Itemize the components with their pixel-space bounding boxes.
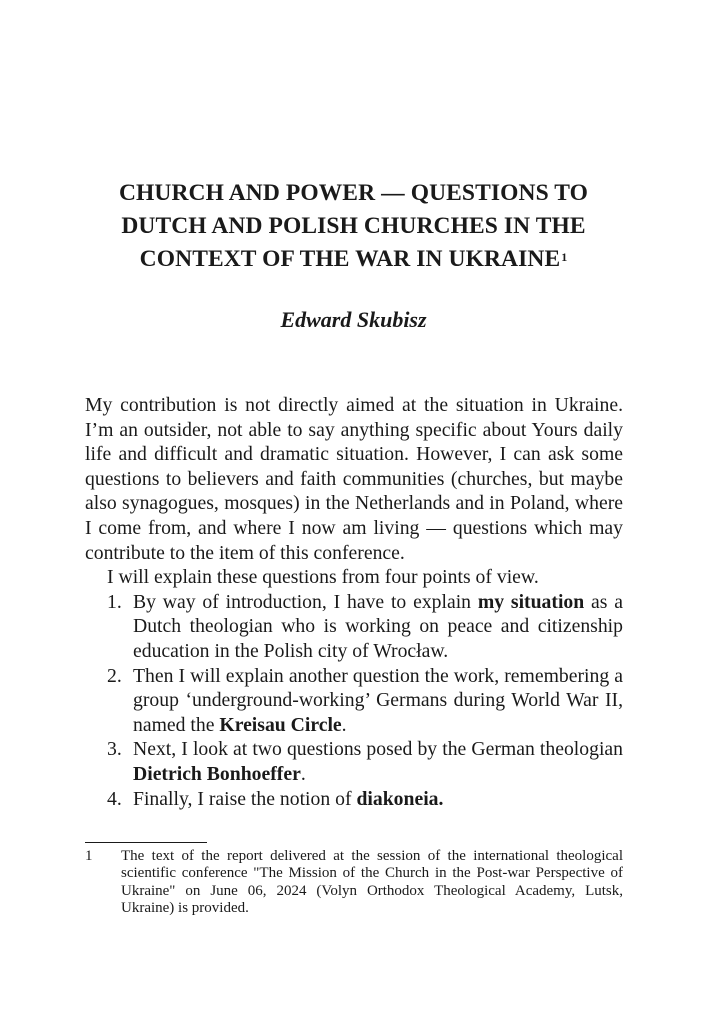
body-paragraph-1: My contribution is not directly aimed at the situation in Ukraine. I’m an outsider, not able to say anything specific about Yours daily life and difficult and dramatic situation. However, I can ask some questions to believers and faith communities (churches, but maybe also synagogues, mosques) in the Netherlands and in Poland, where I come from, and where I now am living — questions which may contribute to the item of this conference.	[85, 394, 623, 564]
article-body	[85, 393, 623, 811]
points-list	[85, 590, 623, 811]
list-item-text: .	[341, 713, 347, 736]
list-item-bold: Dietrich Bonhoeffer	[133, 762, 301, 785]
list-item-text: Then I will explain another question the work, remembering a group ‘underground-working’ Germans during World War II, named the	[133, 664, 623, 736]
title-line-1: CHURCH AND POWER — QUESTIONS TO	[118, 180, 589, 206]
list-item	[85, 787, 623, 812]
footnote-text: The text of the report delivered at the session of the international theological scientific conference "The Mission of the Church in the Post-war Perspective of Ukraine" on June 06, 2024 (Volyn Orthodox Theological Academy, Lutsk, Ukraine) is provided.	[121, 848, 623, 917]
list-item-number: 4.	[107, 787, 122, 810]
article-title	[80, 177, 627, 276]
title-line-3: CONTEXT OF THE WAR IN UKRAINE	[139, 246, 561, 272]
list-item	[85, 590, 623, 664]
body-paragraph-2: I will explain these questions from four points of view.	[107, 566, 539, 589]
list-item	[85, 664, 623, 738]
author-name: Edward Skubisz	[280, 307, 427, 332]
list-item-text: Next, I look at two questions posed by the German theologian	[133, 738, 623, 761]
title-line-2: DUTCH AND POLISH CHURCHES IN THE	[121, 213, 586, 239]
list-item-bold: diakoneia.	[356, 787, 444, 810]
list-item-text: By way of introduction, I have to explain	[133, 590, 478, 613]
list-item-number: 3.	[107, 738, 122, 761]
footnote	[85, 848, 623, 918]
title-footnote-marker[interactable]: 1	[561, 250, 568, 264]
list-item-bold: my situation	[477, 590, 585, 613]
list-item-text: as a Dutch theologian who is working on peace and citizenship education in the Polish city of Wrocław.	[133, 590, 624, 662]
list-item-bold: Kreisau Circle	[219, 713, 342, 736]
list-item-number: 1.	[107, 590, 122, 613]
footnote-divider	[85, 842, 207, 843]
footnote-number: 1	[85, 848, 93, 864]
list-item-number: 2.	[107, 664, 122, 687]
list-item	[85, 737, 623, 786]
list-item-text: Finally, I raise the notion of	[133, 787, 357, 810]
list-item-text: .	[300, 762, 306, 785]
